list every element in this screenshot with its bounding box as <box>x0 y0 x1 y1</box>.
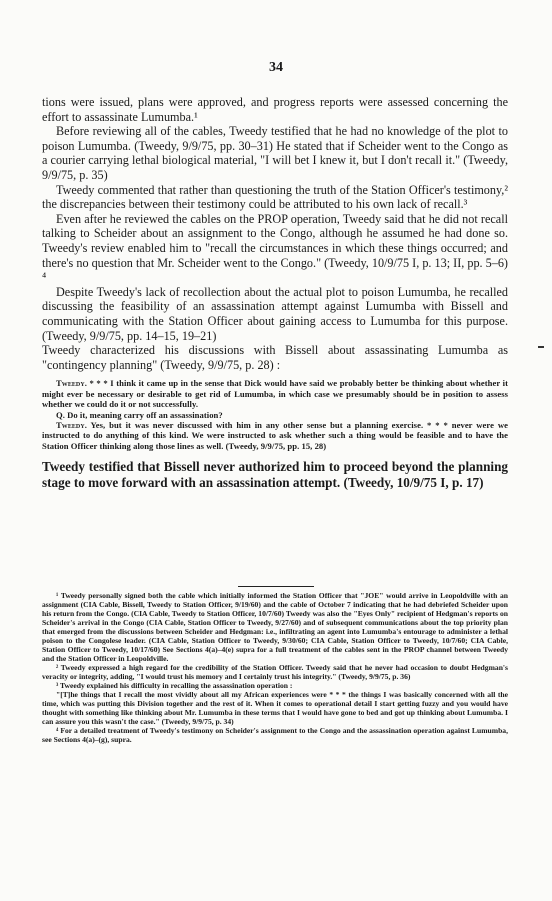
footnote: "[T]he things that I recall the most vividly about all my African experiences were * * * the things I was basically concerned with all the time, which was putting this Division together and the rest of it. When it comes to operational detail I start getting fuzzy and you would have thought with something like thinking about Mr. Lumumba in these terms that I would have gone to bed and got up thinking about Lumumba. I can assure you this wasn't the case." (Tweedy, 9/9/75, p. 34) <box>42 690 508 726</box>
paragraph: tions were issued, plans were approved, and progress reports were assessed concerning the effort to assassinate Lumumba.¹ <box>42 95 508 124</box>
page-number: 34 <box>269 60 283 75</box>
footnotes <box>42 591 508 744</box>
footnote: ² Tweedy expressed a high regard for the credibility of the Station Officer. Tweedy said that he never had occasion to doubt Hedgman's veracity or integrity, adding, "I would trust his memory and I certainly trust his integrity." (Tweedy, 9/9/75, p. 36) <box>42 663 508 681</box>
quote-text: Q. Do it, meaning carry off an assassination? <box>56 409 223 420</box>
footnote: ³ Tweedy explained his difficulty in recalling the assassination operation : <box>56 681 293 690</box>
main-text <box>42 95 508 490</box>
paragraph: Tweedy characterized his discussions with Bissell about assassinating Lumumba as "contingency planning" (Tweedy, 9/9/75, p. 28) : <box>42 343 508 372</box>
paragraph: Despite Tweedy's lack of recollection about the actual plot to poison Lumumba, he recalled discussing the feasibility of an assassination attempt against Lumumba with Bissell and communicating with the Station Officer about gaining access to Lumumba for this purpose. (Tweedy, 9/9/75, pp. 14–15, 19–21) <box>42 284 508 343</box>
paragraph: Even after he reviewed the cables on the PROP operation, Tweedy said that he did not recall talking to Scheider about an assignment to the Congo, although he assumed he had done so. Tweedy's review enabled him to "recall the circumstances in which these things occurred; and there's no question that Mr. Scheider went to the Congo." (Tweedy, 10/9/75 I, p. 13; II, pp. 5–6) ⁴ <box>42 211 508 285</box>
block-quote <box>42 410 508 420</box>
paragraph: Tweedy commented that rather than questioning the truth of the Station Officer's testimony,² the discrepancies between their testimony could be attributed to his own lack of recall.³ <box>42 182 508 212</box>
footnote: ⁴ For a detailed treatment of Tweedy's testimony on Scheider's assignment to the Congo and the assassination operation against Lumumba, see Sections 4(a)–(g), supra. <box>42 726 508 744</box>
margin-mark <box>538 346 544 348</box>
paragraph: Before reviewing all of the cables, Tweedy testified that he had no knowledge of the plot to poison Lumumba. (Tweedy, 9/9/75, pp. 30–31) He stated that if Scheider went to the Congo as a courier carrying lethal biological material, "I will bet I knew it, but I don't recall it." (Tweedy, 9/9/75, p. 35) <box>42 124 508 182</box>
block-quote <box>42 420 508 451</box>
quote-text: * * * I think it came up in the sense that Dick would have said we probably better be thinking about whether it might ever be necessary or desirable to get rid of Lumumba, in which case we presumably should be in position to assess whether we could do it or not successfully. <box>42 378 508 410</box>
footnote: ¹ Tweedy personally signed both the cable which initially informed the Station Officer that "JOE" would arrive in Leopoldville with an assignment (CIA Cable, Bissell, Tweedy to Station Officer, 9/19/60) and the cable of October 7 indicating that he had debriefed Scheider upon his return from the Congo. (CIA Cable, Tweedy to Station Officer, 10/7/60) Tweedy was also the "Eyes Only" recipient of Hedgman's reports on Scheider's arrival in the Congo (CIA Cable, Station Officer to Tweedy, 9/27/60) and of subsequent communications about the top priority plan that emerged from the discussions between Scheider and Hedgman: i.e., infiltrating an agent into Lumumba's entourage to administer a lethal poison to the Congolese leader. (CIA Cable, Station Officer to Tweedy, 9/30/60; CIA Cable, Station Officer to Tweedy, 10/7/60; CIA Cable, Station Officer to Tweedy, 10/17/60) See Sections 4(a)–4(e) supra for a full treatment of the cables sent in the PROP channel between Tweedy and the Station Officer in Leopoldville. <box>42 591 508 663</box>
footnote-divider <box>238 586 314 587</box>
quote-text: Yes, but it was never discussed with him in any other sense but a planning exercise. * * * never were we instructed to do anything of this kind. We were instructed to ask whether such a thing would be feasible and to have the Station Officer thinking along those lines as well. (Tweedy, 9/9/75, pp. 15, 28) <box>42 419 508 451</box>
quote-speaker: Tweedy. <box>56 378 87 389</box>
quote-speaker: Tweedy. <box>56 419 87 430</box>
block-quote <box>42 378 508 409</box>
conclusion-paragraph: Tweedy testified that Bissell never authorized him to proceed beyond the planning stage to move forward with an assassination attempt. (Tweedy, 10/9/75 I, p. 17) <box>42 459 508 490</box>
